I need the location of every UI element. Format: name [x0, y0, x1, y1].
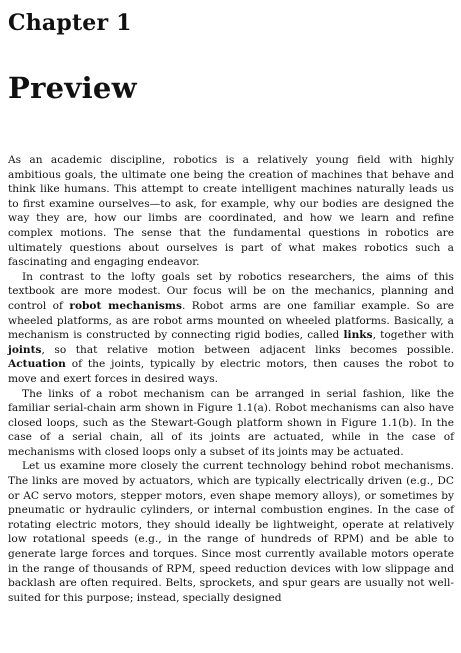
paragraph-2-text: , so that relative motion between adjacent links becomes possible. — [41, 343, 454, 356]
paragraph-4 — [8, 459, 454, 605]
chapter-title: Preview — [8, 71, 137, 105]
term-links: links — [343, 329, 373, 342]
term-robot-mechanisms: robot mechanisms — [69, 299, 182, 312]
paragraph-1 — [8, 153, 454, 270]
paragraph-2-text: , together with — [372, 329, 454, 342]
paragraph-4-text: Let us examine more closely the current technology behind robot mechanisms. The links are moved by actuators, which are typically electrically driven (e.g., DC or AC servo motors, stepper motors, even shape memory alloys), or sometimes by pneumatic or hydraulic cylinders, or internal combustion engines. In the case of rotating electric motors, they should ideally be lightweight, operate at relatively low rotational speeds (e.g., in the range of hundreds of RPM) and be able to generate large forces and torques. Since most currently available motors operate in the range of thousands of RPM, speed reduction devices with low slippage and backlash are often required. Belts, sprockets, and spur gears are usually not well-suited for this purpose; instead, specially designed — [8, 460, 454, 604]
paragraph-2 — [8, 270, 454, 387]
term-joints: joints — [8, 343, 42, 356]
paragraph-3 — [8, 387, 454, 460]
paragraph-2-text: of the joints, typically by electric motors, then causes the robot to move and exert forces in desired ways. — [8, 358, 454, 385]
paragraph-3-text: The links of a robot mechanism can be arranged in serial fashion, like the familiar serial-chain arm shown in Figure 1.1(a). Robot mechanisms can also have closed loops, such as the Stewart-Gough platform shown in Figure 1.1(b). In the case of a serial chain, all of its joints are actuated, while in the case of mechanisms with closed loops only a subset of its joints may be actuated. — [8, 387, 454, 458]
chapter-label: Chapter 1 — [8, 10, 132, 36]
paragraph-1-text: As an academic discipline, robotics is a relatively young field with highly ambitious goals, the ultimate one being the creation of machines that behave and think like humans. This attempt to create intelligent machines naturally leads us to first examine ourselves—to ask, for example, why our bodies are designed the way they are, how our limbs are coordinated, and how we learn and refine complex motions. The sense that the fundamental questions in robotics are ultimately questions about ourselves is part of what makes robotics such a fascinating and engaging endeavor. — [8, 154, 454, 269]
paragraph-2-text: . Robot arms are one familiar example. So are wheeled platforms, as are robot arms mounted on wheeled platforms. Basically, a mechanism is constructed by connecting rigid bodies, called — [8, 299, 454, 342]
term-actuation: Actuation — [8, 358, 66, 371]
body-text — [8, 153, 454, 605]
paragraph-2-text: In contrast to the lofty goals set by robotics researchers, the aims of this textbook are more modest. Our focus will be on the mechanics, planning and control of — [8, 270, 454, 312]
